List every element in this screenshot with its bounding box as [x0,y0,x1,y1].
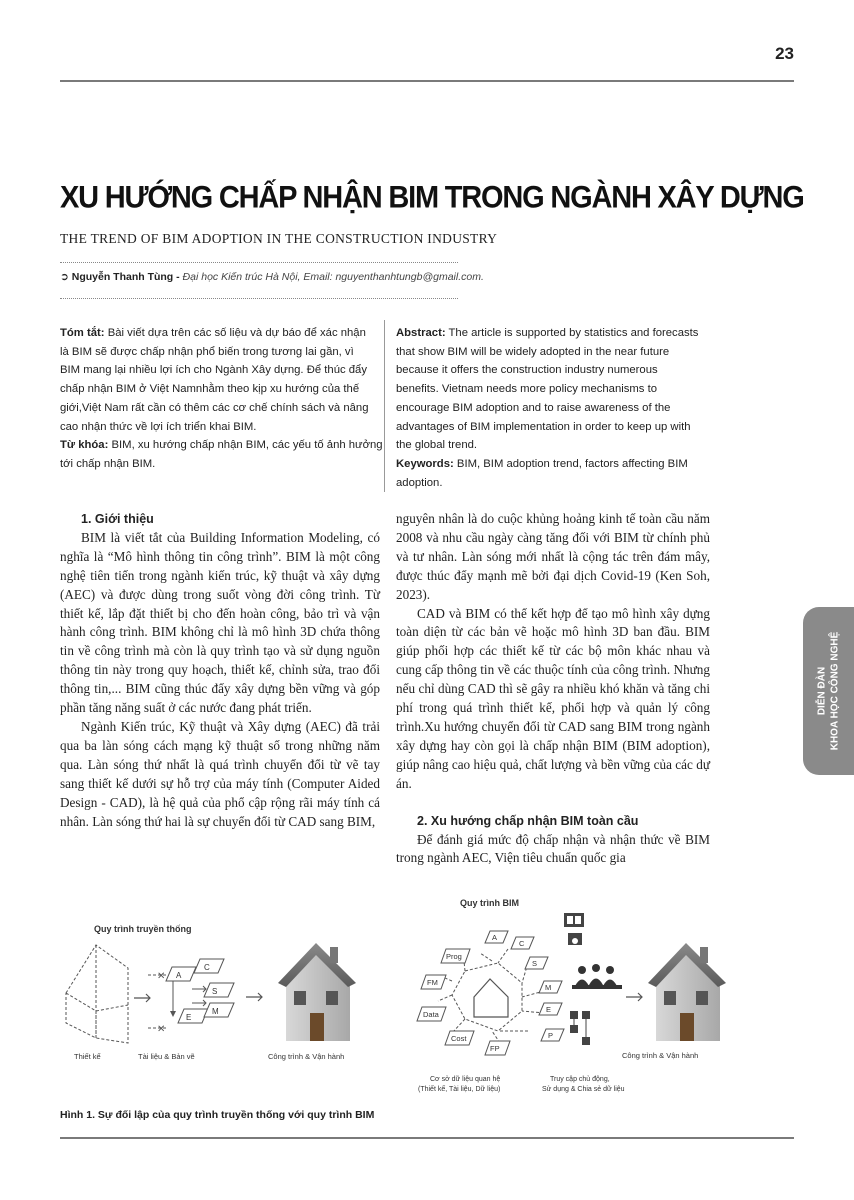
author-marker-icon: ➲ [60,271,69,283]
keywords-en-line: BIM, BIM adoption trend, factors affecting BIM [453,457,688,470]
wireframe-house-icon [66,945,128,1043]
dotted-rule-top [60,262,458,263]
abstract-vi-line: cao nhận thức về lợi ích triển khai BIM. [60,420,257,433]
figure-traditional-vs-bim [60,893,794,1105]
access-label-2: Sử dụng & Chia sẻ dữ liệu [542,1086,625,1093]
bim-title: Quy trình BIM [460,898,519,908]
trad-node-e [178,1009,208,1023]
keywords-vi-label: Từ khóa: [60,439,109,452]
abstract-vi-line: Bài viết dựa trên các số liệu và dự báo để xác nhận [104,327,366,339]
trad-node-a [166,967,196,981]
node-label: C [204,963,210,972]
arrow-icon [134,994,150,1002]
house-left-icon [278,943,356,1041]
author-name: Nguyễn Thanh Tùng - [71,271,180,283]
footer-rule [60,1137,794,1139]
bim-node-fm [421,975,446,989]
node-label: A [176,971,182,980]
svg-text:✕: ✕ [157,1024,166,1035]
figure-caption: Hình 1. Sự đối lập của quy trình truyền thống với quy trình BIM [60,1109,375,1121]
bim-node-p [541,1029,564,1041]
abstract-en-line: because it offers the construction industry numerous [396,364,658,377]
section-2-heading: 2. Xu hướng chấp nhận BIM toàn cầu [417,813,639,828]
node-label: FM [427,978,438,987]
label-building-left: Công trình & Vận hành [268,1052,345,1061]
side-tab-line: DIỄN ĐÀN [816,666,828,716]
access-label-1: Truy cập chủ động, [550,1076,610,1083]
node-label: M [212,1007,219,1016]
node-label: A [492,933,498,942]
house-right-icon [648,943,726,1041]
label-documents: Tài liệu & Bản vẽ [138,1052,195,1061]
author-line [60,271,484,283]
node-label: S [532,959,538,968]
paragraph: nguyên nhân là do cuộc khủng hoảng kinh tế toàn cầu năm 2008 và nhu cầu ngày càng tăng đối với BIM từ chính phủ và tư nhân. Làn sóng mới nhất là cộng tác trên đám mây, được thúc đẩy mạnh mẽ bởi đại dịch Covid-19 (Ken Soh, 2023). [396,511,710,602]
keywords-vi-line: BIM, xu hướng chấp nhận BIM, các yếu tố ảnh hưởng [108,439,383,452]
abstract-en-line: that show BIM will be widely adopted in the near future [396,345,670,358]
bim-node-s [525,957,548,969]
bim-center-house-icon [474,979,508,1017]
trad-node-m [204,1003,234,1017]
abstract-en [396,324,716,492]
bim-node-prog [441,949,470,963]
node-label: P [548,1031,554,1040]
abstract-vi-line: là BIM sẽ được chấp nhận phổ biến trong tương lai gần, vì [60,345,354,358]
label-building-right: Công trình & Vận hành [622,1051,699,1060]
node-label: E [186,1013,192,1022]
body-right-column [396,510,710,868]
abstract-en-line: benefits. Vietnam needs more policy mechanisms to [396,383,658,396]
paragraph: Để đánh giá mức độ chấp nhận và nhận thức về BIM trong ngành AEC, Viện tiêu chuẩn quốc gia [396,831,710,866]
flowchart-icon [570,1011,590,1045]
bim-node-c [511,937,534,949]
node-label: S [212,987,218,996]
keywords-vi-line: tới chấp nhận BIM. [60,457,156,470]
paragraph: BIM là viết tắt của Building Information Modeling, có nghĩa là “Mô hình thông tin công trình”. BIM là một công nghệ tiên tiến trong ngành kiến trúc, kỹ thuật và xây dựng (AEC) và được dùng trong suốt vòng đời công trình. Từ thiết kế, lắp đặt thiết bị cho đến hoàn công, bảo trì và vận hành công trình. BIM không chỉ là mô hình 3D chứa thông tin về công trình mà còn là quy trình tạo và sử dụng nguồn thông tin này trong quy hoạch, thiết kế, chỉnh sửa, trao đổi thông tin,... BIM cũng thúc đẩy xây dựng bền vững và góp phần tăng năng suất ở các nước đang phát triển. [60,529,380,716]
node-label: C [519,939,525,948]
trad-node-c [194,959,224,973]
arrow-icon [246,993,262,1001]
arrow-icon [626,993,642,1001]
db-label-1: Cơ sở dữ liệu quan hệ [430,1076,501,1083]
bim-node-e [539,1003,562,1015]
bim-node-data [417,1007,446,1021]
abstract-vi-line: giới,Việt Nam rất cần có thêm các cơ chế chính sách và nâng [60,401,369,414]
bim-node-fp [485,1041,510,1055]
bim-node-a [485,931,508,943]
meeting-people-icon [572,964,622,989]
svg-text:✕: ✕ [157,971,166,982]
side-tab-line: KHOA HỌC CÔNG NGHỆ [829,631,841,751]
keywords-en-label: Keywords: [396,457,454,470]
side-tab-label [803,607,854,775]
paragraph: CAD và BIM có thể kết hợp để tạo mô hình xây dựng toàn diện từ các bản vẽ hoặc mô hình 3D ban đầu. BIM giúp phối hợp các thiết kế từ các bộ môn khác nhau và cung cấp thông tin về các thuộc tính của công trình. Nhưng nếu chỉ dùng CAD thì sẽ gây ra nhiều khó khăn và tăng chi phí trong quá trình thiết kế, phối hợp và quản lý công trình.Xu hướng chuyển đổi từ CAD sang BIM trong ngành xây dựng hay còn gọi là chấp nhận BIM (BIM adoption), giúp nâng cao hiệu quả, chất lượng và bền vững của các dự án. [396,605,710,791]
article-subtitle: THE TREND OF BIM ADOPTION IN THE CONSTRUCTION INDUSTRY [60,231,498,246]
node-label: Data [423,1010,439,1019]
abstract-vi-line: BIM mang lại nhiều lợi ích cho Ngành Xây dựng. Để thúc đẩy [60,364,367,377]
traditional-title: Quy trình truyền thống [94,924,192,934]
abstract-en-label: Abstract: [396,327,446,339]
abstract-en-line: encourage BIM adoption and to raise awareness of the [396,401,671,414]
db-label-2: (Thiết kế, Tài liệu, Dữ liệu) [418,1086,501,1093]
page-number: 23 [775,44,794,63]
keywords-en-line: adoption. [396,476,443,489]
author-affiliation: Đại học Kiến trúc Hà Nội, Email: nguyenthanhtungb@gmail.com. [179,271,484,283]
node-label: Cost [451,1034,467,1043]
abstract-en-line: advantages of BIM implementation in order to keep up with [396,420,691,433]
abstract-divider [384,320,385,492]
bim-node-m [539,981,562,993]
node-label: Prog [446,952,462,961]
reading-book-icon [564,913,584,927]
abstract-vi-label: Tóm tắt: [60,327,105,339]
robot-icon [568,933,582,945]
node-label: FP [490,1044,500,1053]
node-label: E [546,1005,552,1014]
header-rule [60,80,794,82]
trad-node-s [204,983,234,997]
abstract-vi-line: chấp nhận BIM ở Việt Namnhằm theo kịp xu hướng của thế [60,383,360,396]
section-1-heading: 1. Giới thiệu [81,512,154,526]
body-left-column [60,510,380,831]
dotted-rule-bottom [60,298,458,299]
abstract-vi [60,324,384,474]
abstract-en-line: The article is supported by statistics and forecasts [445,327,699,339]
bim-node-cost [445,1031,474,1045]
node-label: M [545,983,552,992]
article-title: XU HƯỚNG CHẤP NHẬN BIM TRONG NGÀNH XÂY DỰNG [60,180,804,216]
label-design: Thiết kế [74,1052,101,1061]
paragraph: Ngành Kiến trúc, Kỹ thuật và Xây dựng (AEC) đã trải qua ba làn sóng cách mạng kỹ thuật số trong những năm qua. Làn sóng thứ nhất là quá trình chuyển đổi từ vẽ tay sang thiết kế dưới sự hỗ trợ của máy tính (Computer Aided Design - CAD), là hệ quả của phổ cập rộng rãi máy tính cá nhân. Làn sóng thứ hai là sự chuyển đổi từ CAD sang BIM, [60,718,380,829]
abstract-en-line: the global trend. [396,439,478,452]
